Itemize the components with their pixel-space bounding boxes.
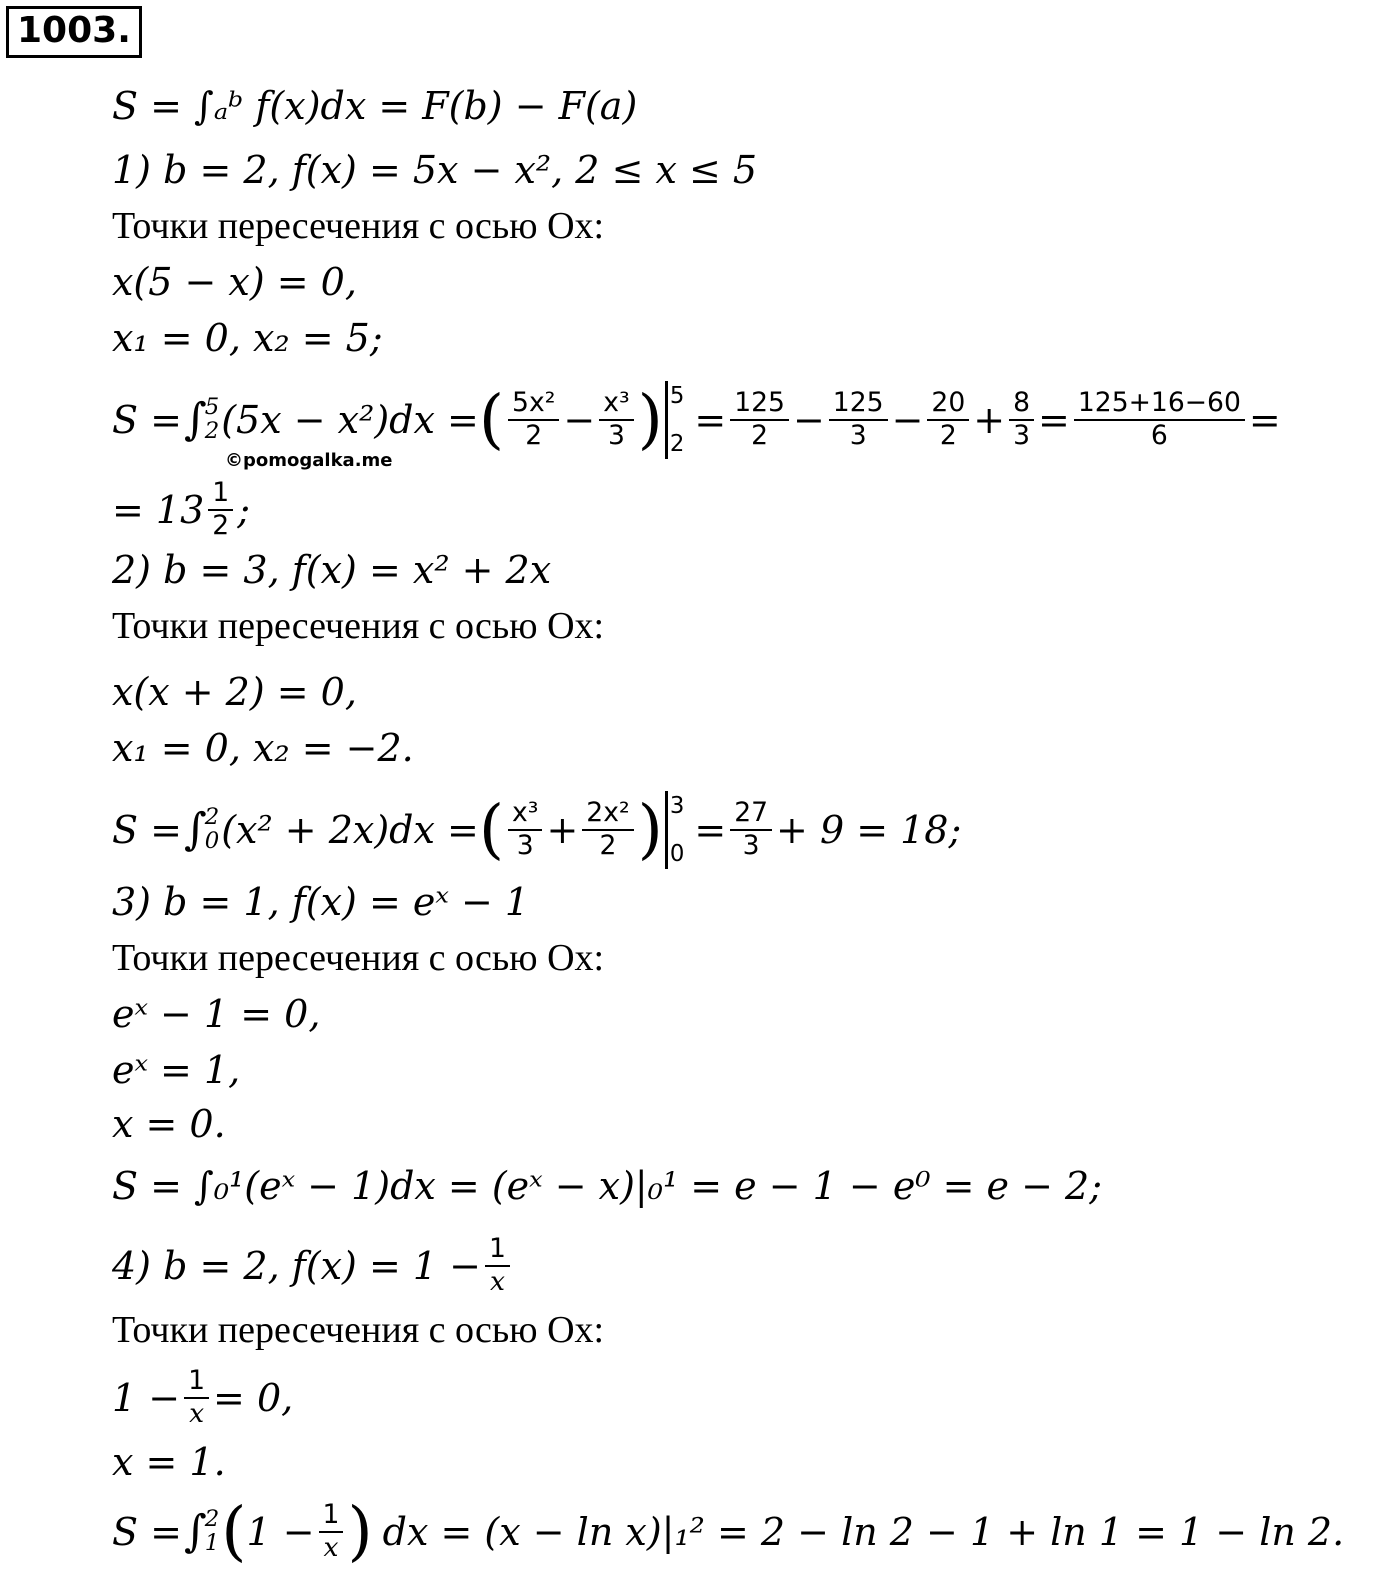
problem-number: 1003. (6, 6, 142, 58)
operator: − (563, 398, 596, 442)
case-1-intersections-label: Точки пересечения с осью Ox: (112, 205, 605, 247)
fraction (485, 1234, 510, 1297)
case-4-area-integral (112, 1494, 1344, 1570)
fraction (319, 1500, 344, 1563)
operator: − (891, 398, 924, 442)
paren-open: ( (478, 381, 505, 457)
eq-lead: S = (112, 1510, 182, 1554)
case-4-intersections-label: Точки пересечения с осью Ox: (112, 1309, 605, 1351)
numerator: 1 (319, 1500, 344, 1533)
numerator: 125 (829, 388, 888, 421)
case-4-header-text: 4) b = 2, f(x) = 1 − (112, 1244, 481, 1288)
denominator: x (189, 1398, 205, 1429)
fraction (1074, 388, 1245, 451)
evaluation-bar (663, 784, 685, 876)
case-4-root: x = 1. (112, 1440, 226, 1484)
case-2-equation: x(x + 2) = 0, (112, 670, 357, 714)
denominator: 2 (212, 510, 230, 541)
paren-open: ( (221, 1493, 247, 1569)
integral-lower: 0 (204, 828, 220, 854)
numerator: 125+16−60 (1074, 388, 1245, 421)
evaluation-bar (663, 374, 685, 466)
numerator: 125 (730, 388, 789, 421)
operator: + (546, 808, 579, 852)
fraction (730, 798, 772, 861)
case-3-step: eˣ = 1, (112, 1048, 241, 1092)
eq-tail: dx = (x − ln x)|₁² = 2 − ln 2 − 1 + ln 1 = 1 − ln 2. (382, 1510, 1345, 1554)
case-2-header: 2) b = 3, f(x) = x² + 2x (112, 548, 552, 592)
numerator: 2x² (582, 798, 633, 831)
integral-symbol-icon: ∫ (183, 394, 207, 445)
numerator: x³ (599, 388, 633, 421)
case-1-roots: x₁ = 0, x₂ = 5; (112, 316, 383, 360)
eq-lead: S = (112, 808, 182, 852)
case-2-intersections-label: Точки пересечения с осью Ox: (112, 605, 605, 647)
denominator: 3 (849, 420, 867, 451)
denominator: 2 (599, 830, 617, 861)
denominator: 2 (525, 420, 543, 451)
eval-upper: 3 (669, 793, 685, 819)
denominator: x (489, 1266, 505, 1297)
fraction (730, 388, 789, 451)
integral-symbol-icon: ∫ (183, 1506, 207, 1557)
denominator: 3 (516, 830, 534, 861)
eval-lower: 0 (669, 841, 685, 867)
case-2-area-integral (112, 782, 961, 878)
eq-tail: = 0, (213, 1376, 294, 1420)
denominator: 3 (742, 830, 760, 861)
paren-close: ) (637, 381, 663, 457)
paren-close: ) (637, 791, 663, 867)
fraction (508, 798, 542, 861)
fraction (1009, 388, 1034, 451)
case-4-header (112, 1228, 514, 1304)
operator: = (1248, 398, 1281, 442)
integral-upper: 5 (204, 394, 220, 421)
fraction (927, 388, 969, 451)
numerator: 1 (208, 478, 233, 511)
integral-sign (184, 1508, 219, 1556)
operator: = (694, 808, 727, 852)
case-3-header: 3) b = 1, f(x) = eˣ − 1 (112, 880, 530, 924)
integral-upper: 2 (204, 1506, 220, 1533)
case-1-equation: x(5 − x) = 0, (112, 260, 357, 304)
numerator: x³ (508, 798, 542, 831)
integral-lower: 1 (204, 1530, 220, 1556)
numerator: 20 (927, 388, 969, 421)
numerator: 27 (730, 798, 772, 831)
case-3-root: x = 0. (112, 1102, 226, 1146)
fraction (184, 1366, 209, 1429)
result-lead: = 13 (112, 488, 205, 532)
punctuation: ; (237, 488, 251, 532)
denominator: 3 (1013, 420, 1031, 451)
eval-lower: 2 (669, 431, 685, 457)
numerator: 8 (1009, 388, 1034, 421)
paren-open: ( (478, 791, 505, 867)
fraction (508, 388, 559, 451)
integral-sign (184, 806, 219, 854)
integrand: (x² + 2x)dx = (221, 808, 479, 852)
case-1-header: 1) b = 2, f(x) = 5x − x², 2 ≤ x ≤ 5 (112, 148, 758, 192)
integral-symbol-icon: ∫ (183, 804, 207, 855)
operator: − (792, 398, 825, 442)
inner-lead: 1 − (246, 1510, 315, 1554)
watermark: ©pomogalka.me (225, 450, 393, 471)
eval-upper: 5 (669, 383, 685, 409)
integral-upper: 2 (204, 804, 220, 831)
operator: = (1038, 398, 1070, 442)
eq-tail: + 9 = 18; (776, 808, 962, 852)
case-1-result (112, 478, 250, 542)
denominator: 2 (939, 420, 957, 451)
fraction (582, 798, 633, 861)
denominator: 6 (1150, 420, 1168, 451)
numerator: 1 (485, 1234, 510, 1267)
fraction (599, 388, 633, 451)
case-3-equation: eˣ − 1 = 0, (112, 992, 321, 1036)
integrand: (5x − x²)dx = (221, 398, 479, 442)
denominator: 3 (607, 420, 625, 451)
fraction (208, 478, 233, 541)
case-2-roots: x₁ = 0, x₂ = −2. (112, 726, 414, 770)
case-3-intersections-label: Точки пересечения с осью Ox: (112, 937, 605, 979)
eq-lead: 1 − (112, 1376, 181, 1420)
numerator: 5x² (508, 388, 559, 421)
case-3-area-integral: S = ∫₀¹(eˣ − 1)dx = (eˣ − x)|₀¹ = e − 1 − e⁰ = e − 2; (112, 1164, 1103, 1208)
eq-lead: S = (112, 398, 182, 442)
fraction (829, 388, 888, 451)
denominator: x (323, 1532, 339, 1563)
integral-lower: 2 (204, 418, 220, 444)
case-4-equation (112, 1360, 293, 1436)
formula-line-1: S = ∫ₐᵇ f(x)dx = F(b) − F(a) (112, 84, 638, 128)
denominator: 2 (751, 420, 769, 451)
paren-close: ) (347, 1493, 373, 1569)
operator: = (694, 398, 727, 442)
operator: + (973, 398, 1006, 442)
numerator: 1 (184, 1366, 209, 1399)
integral-sign (184, 396, 219, 444)
